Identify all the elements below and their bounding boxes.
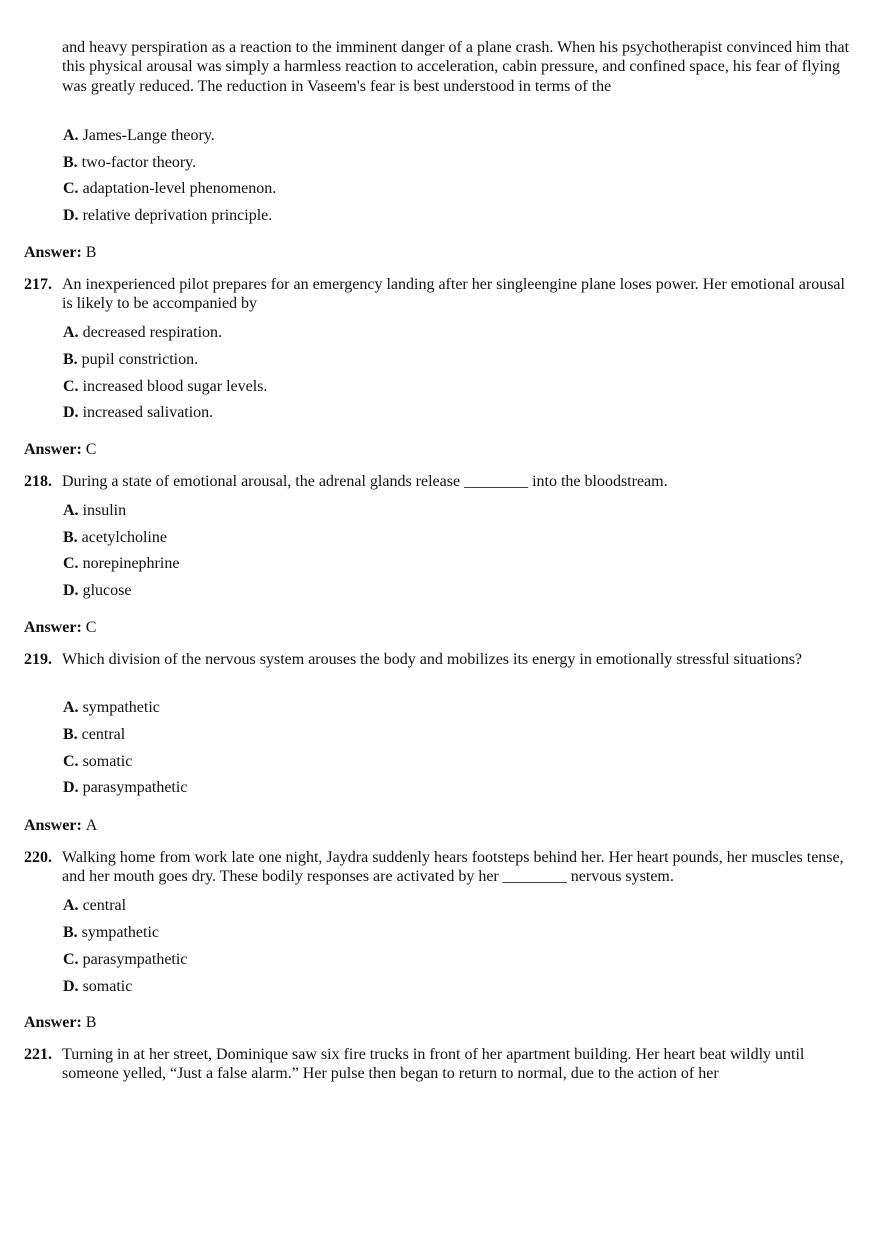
question-221 bbox=[24, 1045, 854, 1084]
option-letter: D. bbox=[63, 404, 79, 421]
option-b bbox=[63, 528, 167, 547]
question-text: and heavy perspiration as a reaction to the imminent danger of a plane crash. When his psychotherapist convinced him that this physical arousal was simply a harmless reaction to acceleration, cabin pressure, and confined space, his fear of flying was greatly reduced. The reduction in Vaseem's fear is best understood in terms of the bbox=[62, 39, 850, 95]
option-text: central bbox=[81, 726, 126, 743]
option-text: somatic bbox=[82, 978, 133, 995]
option-text: adaptation-level phenomenon. bbox=[82, 180, 277, 197]
option-letter: C. bbox=[63, 180, 79, 197]
option-a bbox=[63, 698, 160, 717]
option-a bbox=[63, 323, 222, 342]
question-body bbox=[24, 650, 854, 669]
question-body bbox=[24, 1045, 854, 1084]
answer-label: Answer: bbox=[24, 817, 82, 834]
question-217 bbox=[24, 275, 854, 314]
option-letter: C. bbox=[63, 555, 79, 572]
question-text: An inexperienced pilot prepares for an emergency landing after her singleengine plane loses power. Her emotional arousal is likely to be accompanied by bbox=[62, 276, 845, 313]
answer-value: A bbox=[85, 817, 98, 834]
option-c bbox=[63, 179, 276, 198]
question-number: 217. bbox=[24, 276, 52, 293]
answer-label: Answer: bbox=[24, 1014, 82, 1031]
option-d bbox=[63, 977, 132, 996]
option-text: parasympathetic bbox=[82, 951, 188, 968]
option-text: increased salivation. bbox=[82, 404, 214, 421]
question-text: Which division of the nervous system arouses the body and mobilizes its energy in emotionally stressful situations? bbox=[62, 651, 803, 668]
answer-line bbox=[24, 618, 96, 637]
option-letter: C. bbox=[63, 753, 79, 770]
option-text: insulin bbox=[82, 502, 127, 519]
option-text: sympathetic bbox=[82, 699, 160, 716]
option-d bbox=[63, 206, 272, 225]
option-b bbox=[63, 350, 198, 369]
option-d bbox=[63, 403, 213, 422]
option-d bbox=[63, 778, 187, 797]
option-letter: A. bbox=[63, 127, 79, 144]
answer-line bbox=[24, 816, 97, 835]
option-letter: D. bbox=[63, 978, 79, 995]
question-text: During a state of emotional arousal, the adrenal glands release ________ into the bloodstream. bbox=[62, 473, 668, 490]
option-letter: D. bbox=[63, 207, 79, 224]
option-c bbox=[63, 752, 132, 771]
option-text: acetylcholine bbox=[81, 529, 167, 546]
question-216 bbox=[24, 38, 854, 96]
answer-label: Answer: bbox=[24, 244, 82, 261]
question-220 bbox=[24, 848, 854, 887]
question-body bbox=[24, 848, 854, 887]
question-body bbox=[24, 38, 854, 96]
option-d bbox=[63, 581, 131, 600]
answer-label: Answer: bbox=[24, 441, 82, 458]
option-text: increased blood sugar levels. bbox=[82, 378, 268, 395]
option-a bbox=[63, 896, 126, 915]
answer-line bbox=[24, 440, 96, 459]
answer-value: B bbox=[85, 244, 97, 261]
option-letter: C. bbox=[63, 951, 79, 968]
option-text: decreased respiration. bbox=[82, 324, 223, 341]
answer-label: Answer: bbox=[24, 619, 82, 636]
answer-value: B bbox=[85, 1014, 97, 1031]
option-letter: B. bbox=[63, 726, 78, 743]
answer-line bbox=[24, 243, 96, 262]
option-text: pupil constriction. bbox=[81, 351, 199, 368]
option-a bbox=[63, 501, 126, 520]
question-text: Walking home from work late one night, Jaydra suddenly hears footsteps behind her. Her heart pounds, her muscles tense, and her mouth goes dry. These bodily responses are activated by her ________ nervous system. bbox=[62, 849, 844, 886]
option-letter: A. bbox=[63, 897, 79, 914]
option-letter: D. bbox=[63, 582, 79, 599]
option-a bbox=[63, 126, 215, 145]
option-text: parasympathetic bbox=[82, 779, 188, 796]
question-body bbox=[24, 472, 854, 491]
option-letter: C. bbox=[63, 378, 79, 395]
option-c bbox=[63, 950, 187, 969]
option-text: relative deprivation principle. bbox=[82, 207, 273, 224]
question-text: Turning in at her street, Dominique saw six fire trucks in front of her apartment building. Her heart beat wildly until someone yelled, “Just a false alarm.” Her pulse then began to return to normal, due to the action of her bbox=[62, 1046, 805, 1083]
option-b bbox=[63, 725, 125, 744]
option-c bbox=[63, 554, 179, 573]
option-text: somatic bbox=[82, 753, 133, 770]
option-letter: D. bbox=[63, 779, 79, 796]
option-letter: A. bbox=[63, 699, 79, 716]
option-text: norepinephrine bbox=[82, 555, 180, 572]
option-letter: B. bbox=[63, 351, 78, 368]
option-c bbox=[63, 377, 267, 396]
question-number: 221. bbox=[24, 1046, 52, 1063]
question-number: 220. bbox=[24, 849, 52, 866]
option-text: sympathetic bbox=[81, 924, 159, 941]
answer-value: C bbox=[85, 619, 97, 636]
question-number: 219. bbox=[24, 651, 52, 668]
question-219 bbox=[24, 650, 854, 669]
option-letter: A. bbox=[63, 502, 79, 519]
option-text: James-Lange theory. bbox=[82, 127, 215, 144]
option-text: central bbox=[82, 897, 127, 914]
option-letter: A. bbox=[63, 324, 79, 341]
option-b bbox=[63, 153, 196, 172]
question-218 bbox=[24, 472, 854, 491]
option-b bbox=[63, 923, 159, 942]
option-letter: B. bbox=[63, 529, 78, 546]
question-number: 218. bbox=[24, 473, 52, 490]
answer-value: C bbox=[85, 441, 97, 458]
question-body bbox=[24, 275, 854, 314]
option-letter: B. bbox=[63, 154, 78, 171]
option-text: glucose bbox=[82, 582, 132, 599]
option-letter: B. bbox=[63, 924, 78, 941]
option-text: two-factor theory. bbox=[81, 154, 197, 171]
answer-line bbox=[24, 1013, 96, 1032]
